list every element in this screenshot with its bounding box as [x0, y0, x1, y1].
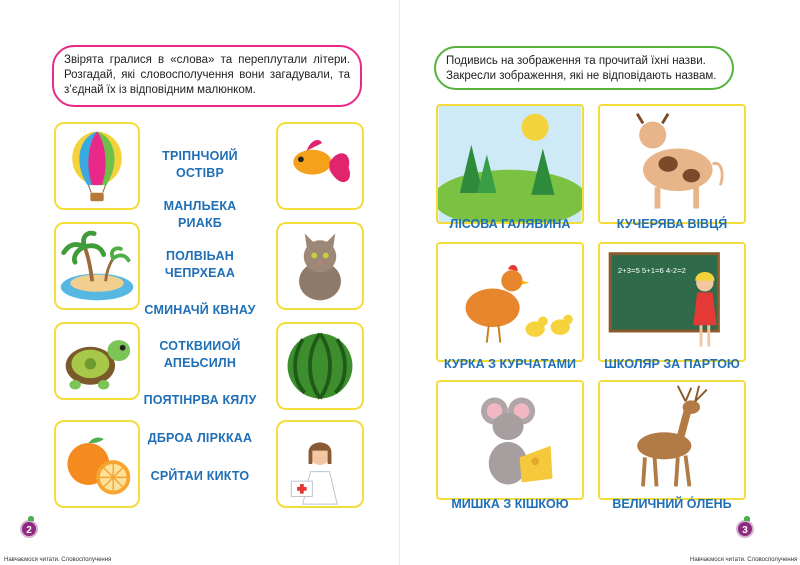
scrambled-word-3: ПОЛВІЬАН ЧЕПРХЕАА — [164, 249, 236, 280]
caption-curly-sheep: КУЧЕРЯВА ВІВЦЯ́ — [616, 217, 728, 231]
cow-icon — [600, 106, 744, 222]
balloon-picture — [54, 122, 140, 210]
board-text: 2+3=5 5+1=6 4-2=2 — [617, 266, 686, 275]
left-instruction: Звірята гралися в «слова» та переплутали літери. Розгадай, які словосполучення вони загадували, та з’єднай їх із відповідним малюнком. — [64, 54, 350, 96]
orange-picture — [54, 420, 140, 508]
watermelon-icon — [278, 324, 362, 408]
mouse-picture — [436, 380, 584, 500]
turtle-picture — [54, 322, 140, 400]
mouse-with-cheese-icon — [438, 382, 582, 498]
caption-schoolboy-at-desk: ШКОЛЯР ЗА ПАРТОЮ — [604, 357, 740, 371]
caption-forest-glade: ЛІСОВА ГАЛЯВИНА — [449, 217, 571, 231]
cat-icon — [278, 224, 362, 308]
left-instruction-bubble — [52, 45, 362, 107]
right-footer: Навчаємося читати. Словосполучення — [690, 557, 798, 563]
sheep-picture — [598, 104, 746, 224]
cat-picture — [276, 222, 364, 310]
scrambled-word-1: ТРІПНЧОИЙ ОСТІВР — [162, 149, 238, 180]
right-instruction: Подивись на зображення та прочитай їхні назви. Закресли зображення, які не відповідають назвам. — [446, 55, 717, 82]
scrambled-word-7: ДБРОА ЛІРККАА — [147, 431, 253, 445]
girl-at-blackboard-icon — [600, 244, 744, 360]
scrambled-word-5: СОТКВИИОЙ АПЕЬСИЛН — [159, 339, 241, 370]
right-instruction-bubble — [434, 46, 734, 90]
caption-hen-with-chicks: КУРКА З КУРЧАТАМИ — [443, 357, 576, 371]
hen-with-chicks-icon — [438, 244, 582, 360]
island-picture — [54, 222, 140, 310]
caption-mouse-with-cat: МИШКА З КІШКОЮ — [451, 497, 569, 511]
deer-icon — [600, 382, 744, 498]
orange-icon — [56, 422, 138, 506]
scrambled-word-2: МАНЛЬЕКА РИАКБ — [163, 199, 237, 230]
caption-majestic-deer: ВЕЛИЧНИЙ О́ЛЕНЬ — [612, 497, 732, 511]
doctor-icon — [278, 422, 362, 506]
forest-glade-icon — [438, 106, 582, 222]
goldfish-picture — [276, 122, 364, 210]
scrambled-word-4: СМИНАЧЙ КВНАУ — [144, 303, 256, 317]
school-picture — [598, 242, 746, 362]
left-footer: Навчаємося читати. Словосполучення — [4, 557, 112, 563]
turtle-icon — [56, 324, 138, 398]
goldfish-icon — [278, 124, 362, 208]
doctor-picture — [276, 420, 364, 508]
right-page — [400, 0, 800, 565]
scrambled-word-6: ПОЯТІНРВА КЯЛУ — [143, 393, 257, 407]
hen-picture — [436, 242, 584, 362]
page-number-badge: 3 — [736, 520, 754, 538]
palm-island-icon — [56, 224, 138, 308]
page-number-badge: 2 — [20, 520, 38, 538]
scrambled-word-8: СРЙТАИ КИКТО — [150, 469, 250, 483]
deer-picture — [598, 380, 746, 500]
forest-glade-picture — [436, 104, 584, 224]
watermelon-picture — [276, 322, 364, 410]
hot-air-balloon-icon — [56, 124, 138, 208]
